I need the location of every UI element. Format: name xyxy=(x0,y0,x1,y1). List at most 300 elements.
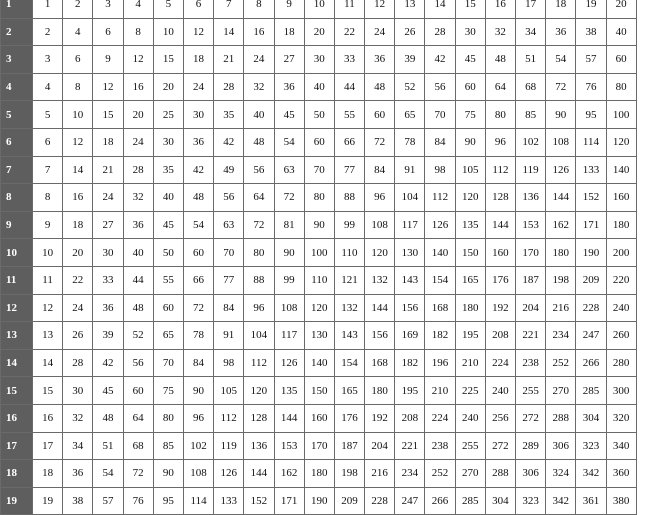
table-cell: 72 xyxy=(183,294,213,322)
table-cell: 54 xyxy=(93,460,123,488)
table-cell: 14 xyxy=(63,156,93,184)
table-cell: 40 xyxy=(606,18,636,46)
table-row xyxy=(1,349,637,377)
table-cell: 135 xyxy=(274,377,304,405)
table-cell: 204 xyxy=(516,294,546,322)
table-cell: 11 xyxy=(334,0,364,18)
table-cell: 18 xyxy=(546,0,576,18)
multiplication-table-body xyxy=(1,0,637,515)
table-cell: 162 xyxy=(274,460,304,488)
table-cell: 14 xyxy=(425,0,455,18)
table-cell: 117 xyxy=(395,211,425,239)
table-cell: 90 xyxy=(274,239,304,267)
table-cell: 128 xyxy=(485,184,515,212)
table-cell: 25 xyxy=(153,101,183,129)
table-cell: 187 xyxy=(516,266,546,294)
table-cell: 8 xyxy=(33,184,63,212)
table-row xyxy=(1,377,637,405)
table-cell: 6 xyxy=(183,0,213,18)
table-cell: 128 xyxy=(244,404,274,432)
table-cell: 144 xyxy=(546,184,576,212)
table-cell: 54 xyxy=(183,211,213,239)
table-cell: 30 xyxy=(153,128,183,156)
table-cell: 152 xyxy=(576,184,606,212)
row-header: 16 xyxy=(1,404,33,432)
table-cell: 150 xyxy=(455,239,485,267)
table-cell: 4 xyxy=(33,73,63,101)
table-cell: 68 xyxy=(516,73,546,101)
table-cell: 33 xyxy=(93,266,123,294)
table-cell: 81 xyxy=(274,211,304,239)
table-cell: 68 xyxy=(123,432,153,460)
table-cell: 176 xyxy=(485,266,515,294)
table-cell: 49 xyxy=(214,156,244,184)
table-cell: 136 xyxy=(516,184,546,212)
table-cell: 48 xyxy=(485,46,515,74)
table-cell: 288 xyxy=(546,404,576,432)
table-cell: 13 xyxy=(395,0,425,18)
table-cell: 208 xyxy=(395,404,425,432)
table-cell: 100 xyxy=(606,101,636,129)
table-cell: 30 xyxy=(455,18,485,46)
table-cell: 3 xyxy=(33,46,63,74)
table-cell: 72 xyxy=(123,460,153,488)
row-header: 1 xyxy=(1,0,33,18)
table-cell: 187 xyxy=(334,432,364,460)
table-cell: 12 xyxy=(63,128,93,156)
table-cell: 64 xyxy=(123,404,153,432)
table-cell: 66 xyxy=(183,266,213,294)
table-cell: 42 xyxy=(183,156,213,184)
table-cell: 192 xyxy=(485,294,515,322)
table-cell: 16 xyxy=(63,184,93,212)
table-cell: 323 xyxy=(516,487,546,515)
table-cell: 36 xyxy=(546,18,576,46)
table-cell: 7 xyxy=(33,156,63,184)
table-cell: 28 xyxy=(425,18,455,46)
table-cell: 99 xyxy=(274,266,304,294)
table-cell: 280 xyxy=(606,349,636,377)
table-cell: 75 xyxy=(455,101,485,129)
table-cell: 2 xyxy=(63,0,93,18)
table-cell: 66 xyxy=(334,128,364,156)
table-cell: 36 xyxy=(274,73,304,101)
table-cell: 255 xyxy=(516,377,546,405)
table-cell: 6 xyxy=(33,128,63,156)
table-cell: 38 xyxy=(63,487,93,515)
table-cell: 95 xyxy=(153,487,183,515)
table-cell: 105 xyxy=(455,156,485,184)
table-cell: 20 xyxy=(63,239,93,267)
table-cell: 108 xyxy=(183,460,213,488)
table-cell: 54 xyxy=(546,46,576,74)
table-cell: 96 xyxy=(244,294,274,322)
table-row xyxy=(1,211,637,239)
table-cell: 38 xyxy=(576,18,606,46)
table-cell: 168 xyxy=(425,294,455,322)
table-cell: 192 xyxy=(365,404,395,432)
table-cell: 17 xyxy=(33,432,63,460)
table-cell: 40 xyxy=(153,184,183,212)
table-cell: 2 xyxy=(33,18,63,46)
table-cell: 110 xyxy=(334,239,364,267)
table-cell: 34 xyxy=(516,18,546,46)
table-cell: 12 xyxy=(183,18,213,46)
table-cell: 255 xyxy=(455,432,485,460)
table-cell: 240 xyxy=(485,377,515,405)
table-cell: 252 xyxy=(425,460,455,488)
table-cell: 208 xyxy=(485,322,515,350)
table-cell: 168 xyxy=(365,349,395,377)
table-cell: 156 xyxy=(365,322,395,350)
table-cell: 154 xyxy=(425,266,455,294)
row-header: 5 xyxy=(1,101,33,129)
table-cell: 180 xyxy=(606,211,636,239)
table-cell: 20 xyxy=(153,73,183,101)
table-cell: 36 xyxy=(63,460,93,488)
table-cell: 60 xyxy=(304,128,334,156)
row-header: 14 xyxy=(1,349,33,377)
table-cell: 216 xyxy=(365,460,395,488)
table-cell: 190 xyxy=(576,239,606,267)
table-cell: 24 xyxy=(93,184,123,212)
table-cell: 56 xyxy=(425,73,455,101)
table-cell: 51 xyxy=(93,432,123,460)
table-cell: 56 xyxy=(244,156,274,184)
table-cell: 45 xyxy=(153,211,183,239)
table-cell: 56 xyxy=(214,184,244,212)
table-cell: 48 xyxy=(183,184,213,212)
table-row xyxy=(1,487,637,515)
table-cell: 3 xyxy=(93,0,123,18)
table-cell: 380 xyxy=(606,487,636,515)
table-cell: 65 xyxy=(153,322,183,350)
table-cell: 15 xyxy=(93,101,123,129)
table-cell: 112 xyxy=(214,404,244,432)
table-cell: 108 xyxy=(365,211,395,239)
table-cell: 30 xyxy=(93,239,123,267)
table-cell: 247 xyxy=(395,487,425,515)
table-cell: 198 xyxy=(546,266,576,294)
table-cell: 6 xyxy=(63,46,93,74)
table-cell: 126 xyxy=(425,211,455,239)
table-cell: 42 xyxy=(93,349,123,377)
table-cell: 28 xyxy=(123,156,153,184)
table-cell: 40 xyxy=(244,101,274,129)
table-cell: 198 xyxy=(334,460,364,488)
table-cell: 143 xyxy=(395,266,425,294)
table-cell: 12 xyxy=(365,0,395,18)
table-cell: 180 xyxy=(546,239,576,267)
table-cell: 156 xyxy=(395,294,425,322)
table-cell: 18 xyxy=(274,18,304,46)
table-cell: 14 xyxy=(33,349,63,377)
table-cell: 220 xyxy=(606,266,636,294)
table-cell: 120 xyxy=(304,294,334,322)
table-cell: 90 xyxy=(546,101,576,129)
table-row xyxy=(1,460,637,488)
table-cell: 12 xyxy=(33,294,63,322)
table-cell: 20 xyxy=(304,18,334,46)
row-header: 4 xyxy=(1,73,33,101)
table-cell: 90 xyxy=(455,128,485,156)
table-cell: 72 xyxy=(244,211,274,239)
table-cell: 162 xyxy=(546,211,576,239)
table-cell: 120 xyxy=(606,128,636,156)
table-cell: 104 xyxy=(244,322,274,350)
table-cell: 77 xyxy=(214,266,244,294)
table-cell: 60 xyxy=(153,294,183,322)
table-cell: 306 xyxy=(516,460,546,488)
table-cell: 140 xyxy=(425,239,455,267)
table-cell: 11 xyxy=(33,266,63,294)
table-cell: 153 xyxy=(274,432,304,460)
table-cell: 16 xyxy=(485,0,515,18)
table-cell: 45 xyxy=(274,101,304,129)
table-cell: 42 xyxy=(425,46,455,74)
table-cell: 10 xyxy=(63,101,93,129)
table-cell: 170 xyxy=(304,432,334,460)
table-row xyxy=(1,184,637,212)
row-header: 19 xyxy=(1,487,33,515)
table-cell: 252 xyxy=(546,349,576,377)
table-cell: 16 xyxy=(123,73,153,101)
table-cell: 52 xyxy=(395,73,425,101)
table-cell: 12 xyxy=(93,73,123,101)
table-cell: 140 xyxy=(606,156,636,184)
row-header: 2 xyxy=(1,18,33,46)
table-cell: 60 xyxy=(123,377,153,405)
table-cell: 44 xyxy=(334,73,364,101)
table-cell: 15 xyxy=(153,46,183,74)
table-cell: 108 xyxy=(274,294,304,322)
table-cell: 216 xyxy=(546,294,576,322)
table-cell: 32 xyxy=(244,73,274,101)
table-row xyxy=(1,156,637,184)
table-cell: 10 xyxy=(153,18,183,46)
table-row xyxy=(1,46,637,74)
table-cell: 195 xyxy=(395,377,425,405)
table-cell: 160 xyxy=(485,239,515,267)
table-cell: 98 xyxy=(214,349,244,377)
table-cell: 36 xyxy=(123,211,153,239)
table-cell: 45 xyxy=(93,377,123,405)
table-cell: 182 xyxy=(395,349,425,377)
table-cell: 165 xyxy=(334,377,364,405)
table-row xyxy=(1,294,637,322)
table-cell: 119 xyxy=(214,432,244,460)
table-row xyxy=(1,322,637,350)
table-cell: 40 xyxy=(123,239,153,267)
table-cell: 360 xyxy=(606,460,636,488)
table-cell: 35 xyxy=(214,101,244,129)
table-row xyxy=(1,404,637,432)
table-row xyxy=(1,101,637,129)
row-header: 18 xyxy=(1,460,33,488)
table-cell: 16 xyxy=(33,404,63,432)
table-cell: 32 xyxy=(63,404,93,432)
table-row xyxy=(1,0,637,18)
table-cell: 22 xyxy=(63,266,93,294)
table-cell: 72 xyxy=(546,73,576,101)
table-row xyxy=(1,73,637,101)
table-cell: 210 xyxy=(455,349,485,377)
table-cell: 14 xyxy=(214,18,244,46)
table-cell: 144 xyxy=(274,404,304,432)
table-cell: 320 xyxy=(606,404,636,432)
table-cell: 9 xyxy=(93,46,123,74)
table-cell: 35 xyxy=(153,156,183,184)
table-cell: 19 xyxy=(576,0,606,18)
table-cell: 221 xyxy=(395,432,425,460)
table-cell: 247 xyxy=(576,322,606,350)
table-cell: 72 xyxy=(274,184,304,212)
table-cell: 171 xyxy=(576,211,606,239)
table-cell: 80 xyxy=(606,73,636,101)
row-header: 17 xyxy=(1,432,33,460)
table-cell: 39 xyxy=(395,46,425,74)
table-cell: 112 xyxy=(425,184,455,212)
row-header: 13 xyxy=(1,322,33,350)
table-cell: 20 xyxy=(606,0,636,18)
table-cell: 170 xyxy=(516,239,546,267)
table-cell: 60 xyxy=(606,46,636,74)
table-cell: 12 xyxy=(123,46,153,74)
table-cell: 224 xyxy=(425,404,455,432)
table-row xyxy=(1,239,637,267)
table-cell: 144 xyxy=(244,460,274,488)
table-cell: 76 xyxy=(123,487,153,515)
table-cell: 120 xyxy=(365,239,395,267)
table-cell: 105 xyxy=(214,377,244,405)
table-cell: 1 xyxy=(33,0,63,18)
row-header: 8 xyxy=(1,184,33,212)
table-cell: 114 xyxy=(576,128,606,156)
table-cell: 48 xyxy=(244,128,274,156)
table-cell: 80 xyxy=(244,239,274,267)
table-cell: 5 xyxy=(153,0,183,18)
row-header: 3 xyxy=(1,46,33,74)
table-cell: 165 xyxy=(455,266,485,294)
table-cell: 140 xyxy=(304,349,334,377)
table-cell: 160 xyxy=(304,404,334,432)
table-cell: 65 xyxy=(395,101,425,129)
table-cell: 4 xyxy=(123,0,153,18)
table-cell: 153 xyxy=(516,211,546,239)
table-cell: 180 xyxy=(365,377,395,405)
table-cell: 13 xyxy=(33,322,63,350)
table-cell: 72 xyxy=(365,128,395,156)
table-cell: 28 xyxy=(214,73,244,101)
table-cell: 272 xyxy=(485,432,515,460)
table-cell: 57 xyxy=(93,487,123,515)
table-cell: 60 xyxy=(455,73,485,101)
table-cell: 24 xyxy=(183,73,213,101)
table-cell: 121 xyxy=(334,266,364,294)
table-cell: 210 xyxy=(425,377,455,405)
table-cell: 221 xyxy=(516,322,546,350)
table-cell: 285 xyxy=(455,487,485,515)
table-cell: 304 xyxy=(485,487,515,515)
table-cell: 10 xyxy=(33,239,63,267)
table-cell: 16 xyxy=(244,18,274,46)
table-cell: 26 xyxy=(63,322,93,350)
table-cell: 60 xyxy=(183,239,213,267)
table-cell: 55 xyxy=(334,101,364,129)
table-cell: 32 xyxy=(123,184,153,212)
table-cell: 75 xyxy=(153,377,183,405)
table-cell: 266 xyxy=(576,349,606,377)
table-cell: 50 xyxy=(153,239,183,267)
table-cell: 306 xyxy=(546,432,576,460)
table-cell: 132 xyxy=(365,266,395,294)
table-cell: 64 xyxy=(244,184,274,212)
table-cell: 20 xyxy=(123,101,153,129)
table-cell: 18 xyxy=(33,460,63,488)
table-cell: 98 xyxy=(425,156,455,184)
table-cell: 88 xyxy=(334,184,364,212)
table-cell: 104 xyxy=(395,184,425,212)
table-cell: 18 xyxy=(183,46,213,74)
table-cell: 85 xyxy=(153,432,183,460)
row-header: 15 xyxy=(1,377,33,405)
row-header: 10 xyxy=(1,239,33,267)
table-cell: 270 xyxy=(455,460,485,488)
table-cell: 50 xyxy=(304,101,334,129)
table-cell: 324 xyxy=(546,460,576,488)
table-cell: 18 xyxy=(63,211,93,239)
table-cell: 6 xyxy=(93,18,123,46)
table-cell: 51 xyxy=(516,46,546,74)
table-cell: 9 xyxy=(274,0,304,18)
table-cell: 288 xyxy=(485,460,515,488)
table-cell: 76 xyxy=(576,73,606,101)
table-cell: 30 xyxy=(304,46,334,74)
table-cell: 300 xyxy=(606,377,636,405)
row-header: 9 xyxy=(1,211,33,239)
table-cell: 160 xyxy=(606,184,636,212)
table-cell: 234 xyxy=(395,460,425,488)
table-cell: 36 xyxy=(93,294,123,322)
table-cell: 24 xyxy=(365,18,395,46)
table-cell: 57 xyxy=(576,46,606,74)
table-cell: 171 xyxy=(274,487,304,515)
table-cell: 70 xyxy=(153,349,183,377)
table-row xyxy=(1,128,637,156)
table-row xyxy=(1,432,637,460)
table-cell: 24 xyxy=(244,46,274,74)
table-cell: 304 xyxy=(576,404,606,432)
table-cell: 150 xyxy=(304,377,334,405)
table-cell: 91 xyxy=(214,322,244,350)
table-cell: 60 xyxy=(365,101,395,129)
table-cell: 48 xyxy=(123,294,153,322)
table-cell: 78 xyxy=(395,128,425,156)
table-cell: 70 xyxy=(214,239,244,267)
table-cell: 114 xyxy=(183,487,213,515)
table-cell: 30 xyxy=(63,377,93,405)
table-cell: 126 xyxy=(214,460,244,488)
row-header: 11 xyxy=(1,266,33,294)
table-cell: 180 xyxy=(304,460,334,488)
table-cell: 340 xyxy=(606,432,636,460)
table-cell: 21 xyxy=(93,156,123,184)
table-cell: 136 xyxy=(244,432,274,460)
table-cell: 200 xyxy=(606,239,636,267)
table-cell: 270 xyxy=(546,377,576,405)
table-cell: 26 xyxy=(395,18,425,46)
table-cell: 19 xyxy=(33,487,63,515)
